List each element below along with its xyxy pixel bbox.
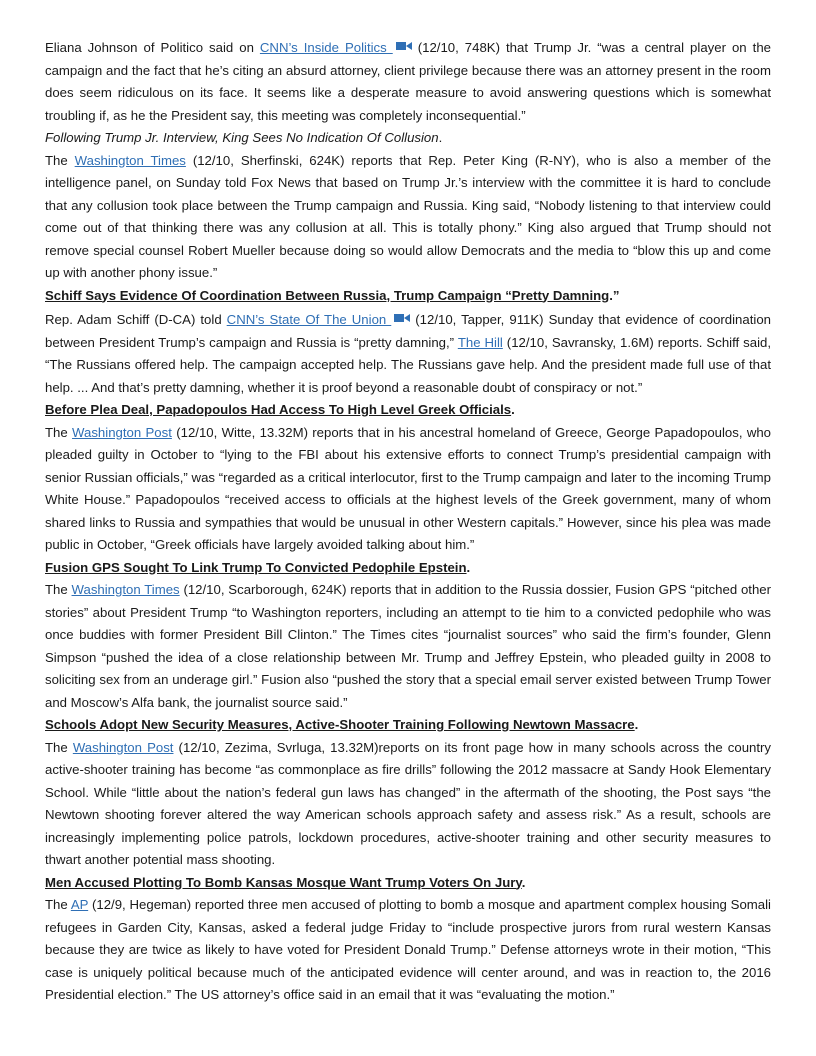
washington-times-link[interactable]: Washington Times: [74, 152, 186, 168]
schiff-headline: Schiff Says Evidence Of Coordination Between Russia, Trump Campaign “Pretty Damning.”: [45, 287, 620, 303]
paragraph-fusion-gps: The Washington Times (12/10, Scarborough, 624K) reports that in addition to the Russia dossier, Fusion GPS “pitched other stories” about President Trump “to Washington reporters, including an attempt to tie him to a convicted pedophile who was once buddies with former President Bill Clinton.” The Times cites “journalist sources” who said the firm’s founder, Glenn Simpson “pushed the idea of a close relationship between Mr. Trump and Jeffrey Epstein, who pleaded guilty in 2008 to soliciting sex from an underage girl.” Fusion also “pushed the story that a special email server existed between Trump Tower and Moscow’s Alfa bank, the journalist source said.”: [45, 582, 772, 710]
the-hill-link[interactable]: The Hill: [457, 334, 503, 350]
washington-times-link[interactable]: Washington Times: [71, 582, 180, 597]
video-camera-icon[interactable]: [396, 41, 412, 51]
washington-post-link[interactable]: Washington Post: [72, 739, 174, 755]
kansas-mosque-headline: Men Accused Plotting To Bomb Kansas Mosque Want Trump Voters On Jury.: [45, 874, 526, 890]
paragraph-schools: The Washington Post (12/10, Zezima, Svrluga, 13.32M)reports on its front page how in many schools across the country active-shooter training has become “as commonplace as fire drills” following the 2012 massacre at Sandy Hook Elementary School. While “little about the nation’s federal gun laws has changed” in the aftermath of the shooting, the Post says “the Newtown shooting forever altered the way American schools approach safety and assess risk.” As a result, schools are increasingly implementing police patrols, lockdown procedures, active-shooter training and other security measures to thwart another potential mass shooting.: [45, 739, 772, 867]
cnn-state-of-the-union-link[interactable]: CNN’s State Of The Union: [227, 312, 411, 327]
video-camera-icon[interactable]: [394, 313, 410, 323]
paragraph-schiff: Rep. Adam Schiff (D-CA) told CNN’s State Of The Union (12/10, Tapper, 911K) Sunday that evidence of coordination between President Trump’s campaign and Russia is “pretty damning,” The Hill (12/10, Savransky, 1.6M) reports. Schiff said, “The Russians offered help. The campaign accepted help. The Russians gave help. And the president made full use of that help. ... And that’s pretty damning, whether it is proof beyond a reasonable doubt of conspiracy or not.”: [45, 312, 772, 395]
paragraph-papadopoulos: The Washington Post (12/10, Witte, 13.32M) reports that in his ancestral homeland of Greece, George Papadopoulos, who pleaded guilty in October to “lying to the FBI about his extensive efforts to connect Trump’s presidential campaign with senior Russian officials,” was “regarded as a critical interlocutor, first to the Trump campaign and later to the incoming Trump White House.” Papadopoulos “received access to officials at the highest levels of the Greek government, many of whom shared links to Russia and sympathies that would be unusual in other Western capitals.” However, since his plea was made public in October, “Greek officials have largely avoided talking about him.”: [45, 424, 772, 552]
paragraph-kansas-mosque: The AP (12/9, Hegeman) reported three men accused of plotting to bomb a mosque and apartment complex housing Somali refugees in Garden City, Kansas, asked a federal judge Friday to “include prospective jurors from rural western Kansas because they are twice as likely to have voted for President Donald Trump.” Defense attorneys wrote in their motion, “This case is uniquely political because much of the anticipated evidence will center around, and was in reaction to, the 2016 Presidential election.” The US attorney’s office said in an email that it was “evaluating the motion.”: [45, 897, 771, 1002]
papadopoulos-headline: Before Plea Deal, Papadopoulos Had Access To High Level Greek Officials.: [45, 402, 515, 417]
paragraph-politico: Eliana Johnson of Politico said on CNN’s Inside Politics (12/10, 748K) that Trump Jr. “was a central player on the campaign and the fact that he’s citing an absurd attorney, client privilege because there was an attorney present in the room does seem ridiculous on its face. It seems like a desperate measure to avoid answering questions which is somewhat troubling if, as he the President say, this meeting was completely inconsequential.”: [45, 40, 771, 123]
ap-link[interactable]: AP: [70, 897, 89, 912]
fusion-gps-headline: Fusion GPS Sought To Link Trump To Convicted Pedophile Epstein.: [45, 559, 471, 575]
news-clips-page: [45, 37, 771, 1007]
paragraph-king: The Washington Times (12/10, Sherfinski, 624K) reports that Rep. Peter King (R-NY), who is also a member of the intelligence panel, on Sunday told Fox News that based on Trump Jr.’s interview with the committee it is hard to conclude that any collusion took place between the Trump campaign and Russia. King said, “Nobody listening to that interview could come out of that thinking there was any collusion at all. This is totally phony.” King also argued that Trump should not remove special counsel Robert Mueller because doing so would allow Democrats and the media to “blow this up and come up with another phony issue.”: [45, 152, 771, 280]
washington-post-link[interactable]: Washington Post: [72, 424, 172, 440]
schools-headline: Schools Adopt New Security Measures, Active-Shooter Training Following Newtown Massacre.: [45, 717, 639, 732]
cnn-inside-politics-link[interactable]: CNN’s Inside Politics: [260, 40, 412, 55]
king-kicker-headline: Following Trump Jr. Interview, King Sees No Indication Of Collusion.: [45, 130, 443, 145]
